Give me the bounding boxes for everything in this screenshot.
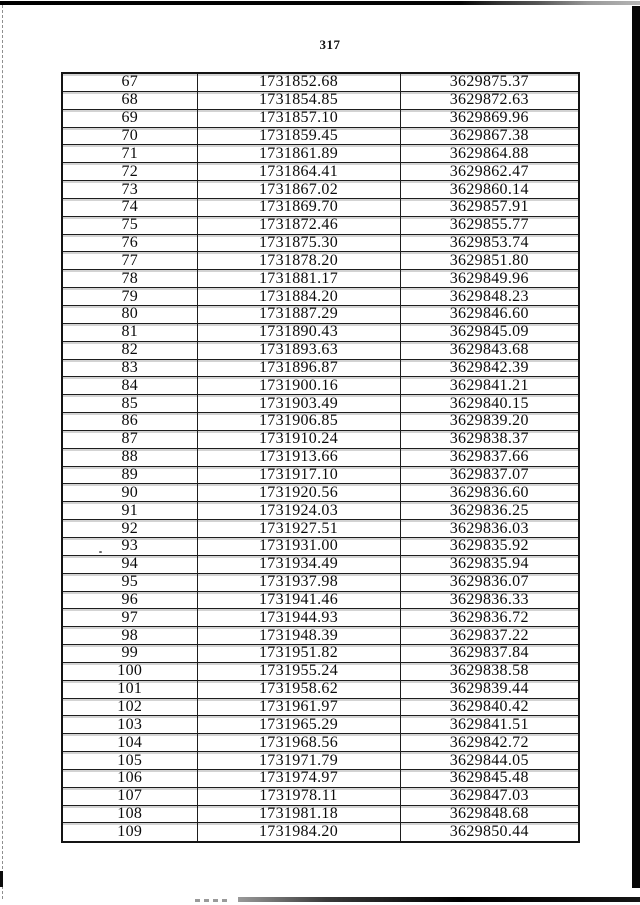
coordinate-x-cell: 1731958.62 [197, 680, 400, 698]
coordinate-x-cell: 1731887.29 [197, 306, 400, 324]
table-row [62, 805, 579, 823]
point-number-cell: 76 [62, 234, 197, 252]
coordinate-y-cell: 3629853.74 [400, 234, 579, 252]
coordinate-x-cell: 1731857.10 [197, 109, 400, 127]
point-number-cell: 81 [62, 323, 197, 341]
coordinate-table-body [62, 73, 579, 842]
table-row [62, 377, 579, 395]
coordinate-x-cell: 1731981.18 [197, 805, 400, 823]
page-number: 317 [319, 37, 341, 52]
coordinate-table [61, 72, 580, 843]
table-row [62, 163, 579, 181]
table-row [62, 484, 579, 502]
coordinate-x-cell: 1731896.87 [197, 359, 400, 377]
coordinate-y-cell: 3629841.21 [400, 377, 579, 395]
coordinate-y-cell: 3629843.68 [400, 341, 579, 359]
table-row [62, 395, 579, 413]
table-row [62, 430, 579, 448]
point-number-cell: 82 [62, 341, 197, 359]
table-row [62, 109, 579, 127]
table-row [62, 645, 579, 663]
point-number-cell: 69 [62, 109, 197, 127]
point-number-cell: 107 [62, 787, 197, 805]
coordinate-x-cell: 1731854.85 [197, 91, 400, 109]
coordinate-y-cell: 3629839.44 [400, 680, 579, 698]
coordinate-x-cell: 1731875.30 [197, 234, 400, 252]
coordinate-x-cell: 1731864.41 [197, 163, 400, 181]
coordinate-y-cell: 3629837.22 [400, 627, 579, 645]
table-row [62, 823, 579, 842]
coordinate-y-cell: 3629836.72 [400, 609, 579, 627]
coordinate-x-cell: 1731931.00 [197, 537, 400, 555]
coordinate-y-cell: 3629845.48 [400, 769, 579, 787]
coordinate-x-cell: 1731984.20 [197, 823, 400, 842]
point-number-cell: 77 [62, 252, 197, 270]
coordinate-y-cell: 3629842.39 [400, 359, 579, 377]
table-row [62, 466, 579, 484]
coordinate-y-cell: 3629835.92 [400, 537, 579, 555]
table-row [62, 448, 579, 466]
coordinate-x-cell: 1731934.49 [197, 555, 400, 573]
coordinate-x-cell: 1731878.20 [197, 252, 400, 270]
point-number-cell: 98 [62, 627, 197, 645]
coordinate-x-cell: 1731941.46 [197, 591, 400, 609]
point-number-cell: 103 [62, 716, 197, 734]
coordinate-y-cell: 3629844.05 [400, 752, 579, 770]
coordinate-y-cell: 3629837.84 [400, 645, 579, 663]
point-number-cell: 90 [62, 484, 197, 502]
table-row [62, 216, 579, 234]
point-number-cell: 74 [62, 198, 197, 216]
coordinate-y-cell: 3629842.72 [400, 734, 579, 752]
coordinate-y-cell: 3629836.03 [400, 520, 579, 538]
point-number-cell: 95 [62, 573, 197, 591]
coordinate-y-cell: 3629848.68 [400, 805, 579, 823]
table-row [62, 698, 579, 716]
point-number-cell: 78 [62, 270, 197, 288]
coordinate-x-cell: 1731859.45 [197, 127, 400, 145]
point-number-cell: 101 [62, 680, 197, 698]
table-row [62, 752, 579, 770]
coordinate-x-cell: 1731900.16 [197, 377, 400, 395]
coordinate-x-cell: 1731869.70 [197, 198, 400, 216]
table-row [62, 520, 579, 538]
table-row [62, 413, 579, 431]
coordinate-y-cell: 3629864.88 [400, 145, 579, 163]
coordinate-x-cell: 1731917.10 [197, 466, 400, 484]
coordinate-y-cell: 3629857.91 [400, 198, 579, 216]
point-number-cell: 94 [62, 555, 197, 573]
table-row [62, 734, 579, 752]
coordinate-y-cell: 3629848.23 [400, 288, 579, 306]
point-number-cell: 96 [62, 591, 197, 609]
coordinate-x-cell: 1731961.97 [197, 698, 400, 716]
coordinate-x-cell: 1731910.24 [197, 430, 400, 448]
coordinate-x-cell: 1731978.11 [197, 787, 400, 805]
point-number-cell: 100 [62, 662, 197, 680]
table-row [62, 573, 579, 591]
table-row [62, 252, 579, 270]
coordinate-y-cell: 3629839.20 [400, 413, 579, 431]
coordinate-x-cell: 1731927.51 [197, 520, 400, 538]
table-row [62, 341, 579, 359]
coordinate-y-cell: 3629847.03 [400, 787, 579, 805]
coordinate-y-cell: 3629838.37 [400, 430, 579, 448]
coordinate-x-cell: 1731951.82 [197, 645, 400, 663]
scan-corner-mark [0, 871, 3, 887]
point-number-cell: 70 [62, 127, 197, 145]
coordinate-x-cell: 1731924.03 [197, 502, 400, 520]
table-row [62, 234, 579, 252]
scan-edge-right [632, 6, 640, 888]
table-row [62, 73, 579, 91]
point-number-cell: 85 [62, 395, 197, 413]
table-row [62, 769, 579, 787]
point-number-cell: 86 [62, 413, 197, 431]
table-row [62, 198, 579, 216]
coordinate-y-cell: 3629836.07 [400, 573, 579, 591]
coordinate-x-cell: 1731893.63 [197, 341, 400, 359]
coordinate-y-cell: 3629840.42 [400, 698, 579, 716]
point-number-cell: 104 [62, 734, 197, 752]
table-row [62, 91, 579, 109]
coordinate-y-cell: 3629837.66 [400, 448, 579, 466]
coordinate-y-cell: 3629837.07 [400, 466, 579, 484]
coordinate-y-cell: 3629851.80 [400, 252, 579, 270]
table-row [62, 787, 579, 805]
coordinate-y-cell: 3629836.33 [400, 591, 579, 609]
coordinate-x-cell: 1731867.02 [197, 181, 400, 199]
point-number-cell: 80 [62, 306, 197, 324]
scan-edge-bottom-dots [195, 899, 231, 902]
point-number-cell: 87 [62, 430, 197, 448]
table-row [62, 537, 579, 555]
point-number-cell: 91 [62, 502, 197, 520]
coordinate-y-cell: 3629862.47 [400, 163, 579, 181]
table-row [62, 306, 579, 324]
coordinate-y-cell: 3629846.60 [400, 306, 579, 324]
coordinate-x-cell: 1731903.49 [197, 395, 400, 413]
coordinate-y-cell: 3629836.60 [400, 484, 579, 502]
point-number-cell: 84 [62, 377, 197, 395]
point-number-cell: 79 [62, 288, 197, 306]
coordinate-x-cell: 1731974.97 [197, 769, 400, 787]
coordinate-y-cell: 3629841.51 [400, 716, 579, 734]
point-number-cell: 93 [62, 537, 197, 555]
point-number-cell: 67 [62, 73, 197, 91]
point-number-cell: 109 [62, 823, 197, 842]
coordinate-x-cell: 1731971.79 [197, 752, 400, 770]
coordinate-x-cell: 1731884.20 [197, 288, 400, 306]
point-number-cell: 72 [62, 163, 197, 181]
coordinate-y-cell: 3629840.15 [400, 395, 579, 413]
point-number-cell: 102 [62, 698, 197, 716]
coordinate-y-cell: 3629855.77 [400, 216, 579, 234]
coordinate-y-cell: 3629860.14 [400, 181, 579, 199]
table-row [62, 716, 579, 734]
coordinate-y-cell: 3629838.58 [400, 662, 579, 680]
coordinate-x-cell: 1731937.98 [197, 573, 400, 591]
coordinate-y-cell: 3629875.37 [400, 73, 579, 91]
table-row [62, 609, 579, 627]
table-row [62, 680, 579, 698]
coordinate-x-cell: 1731955.24 [197, 662, 400, 680]
point-number-cell: 71 [62, 145, 197, 163]
coordinate-x-cell: 1731913.66 [197, 448, 400, 466]
coordinate-x-cell: 1731852.68 [197, 73, 400, 91]
table-row [62, 288, 579, 306]
table-row [62, 591, 579, 609]
coordinate-y-cell: 3629845.09 [400, 323, 579, 341]
coordinate-y-cell: 3629872.63 [400, 91, 579, 109]
coordinate-x-cell: 1731965.29 [197, 716, 400, 734]
point-number-cell: 83 [62, 359, 197, 377]
point-number-cell: 88 [62, 448, 197, 466]
table-row [62, 502, 579, 520]
table-row [62, 127, 579, 145]
point-number-cell: 75 [62, 216, 197, 234]
point-number-cell: 106 [62, 769, 197, 787]
point-number-cell: 89 [62, 466, 197, 484]
table-row [62, 270, 579, 288]
scan-edge-top [0, 1, 640, 5]
table-row [62, 662, 579, 680]
coordinate-y-cell: 3629836.25 [400, 502, 579, 520]
coordinate-y-cell: 3629849.96 [400, 270, 579, 288]
coordinate-x-cell: 1731920.56 [197, 484, 400, 502]
coordinate-x-cell: 1731890.43 [197, 323, 400, 341]
coordinate-x-cell: 1731948.39 [197, 627, 400, 645]
scan-edge-left-line [2, 5, 3, 899]
scan-edge-bottom [238, 897, 640, 902]
table-row [62, 359, 579, 377]
point-number-cell: 105 [62, 752, 197, 770]
coordinate-x-cell: 1731861.89 [197, 145, 400, 163]
table-row [62, 627, 579, 645]
table-row [62, 181, 579, 199]
table-row [62, 145, 579, 163]
coordinate-x-cell: 1731968.56 [197, 734, 400, 752]
coordinate-y-cell: 3629835.94 [400, 555, 579, 573]
coordinate-y-cell: 3629867.38 [400, 127, 579, 145]
coordinate-y-cell: 3629850.44 [400, 823, 579, 842]
point-number-cell: 73 [62, 181, 197, 199]
coordinate-x-cell: 1731944.93 [197, 609, 400, 627]
point-number-cell: 92 [62, 520, 197, 538]
table-row [62, 323, 579, 341]
table-row [62, 555, 579, 573]
coordinate-y-cell: 3629869.96 [400, 109, 579, 127]
point-number-cell: 108 [62, 805, 197, 823]
coordinate-x-cell: 1731872.46 [197, 216, 400, 234]
point-number-cell: 68 [62, 91, 197, 109]
point-number-cell: 97 [62, 609, 197, 627]
coordinate-x-cell: 1731881.17 [197, 270, 400, 288]
point-number-cell: 99 [62, 645, 197, 663]
coordinate-x-cell: 1731906.85 [197, 413, 400, 431]
